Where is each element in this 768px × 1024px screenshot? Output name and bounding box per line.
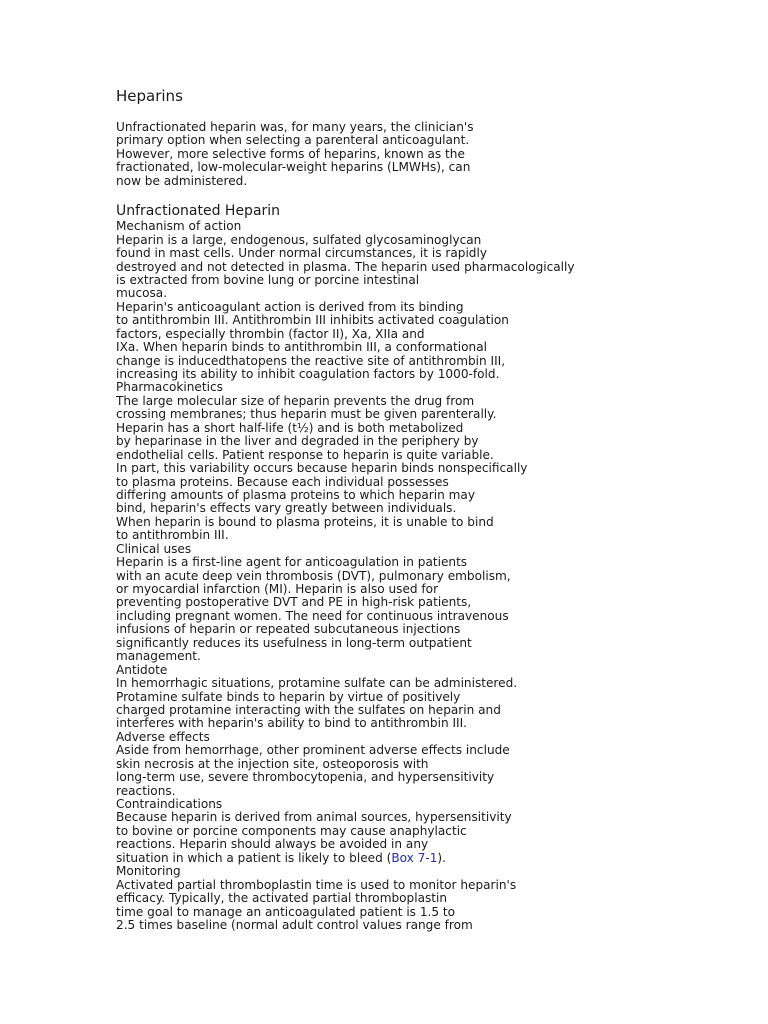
body-line: Activated partial thromboplastin time is used to monitor heparin's [116,877,517,892]
body-line: crossing membranes; thus heparin must be given parenterally. [116,407,497,422]
body-line: factors, especially thrombin (factor II), Xa, XIIa and [116,326,425,341]
body-line: In hemorrhagic situations, protamine sulfate can be administered. [116,676,518,691]
intro-line: primary option when selecting a parenteral anticoagulant. [116,133,470,148]
body-line: Mechanism of action [116,219,242,234]
intro-line: However, more selective forms of heparins, known as the [116,146,465,161]
body-line: reactions. Heparin should always be avoided in any [116,837,429,852]
document-page [116,86,736,932]
body-line: Monitoring [116,864,181,879]
body-line: endothelial cells. Patient response to heparin is quite variable. [116,447,494,462]
body-line: Clinical uses [116,541,192,556]
body-line: to bovine or porcine components may cause anaphylactic [116,823,467,838]
body-line: 2.5 times baseline (normal adult control values range from [116,917,473,932]
body-line: Heparin's anticoagulant action is derived from its binding [116,299,464,314]
body-line: interferes with heparin's ability to bind to antithrombin III. [116,716,467,731]
body-line: is extracted from bovine lung or porcine intestinal [116,272,420,287]
body-line: management. [116,649,201,664]
document-title: Heparins [116,87,183,105]
body-line: infusions of heparin or repeated subcutaneous injections [116,622,461,637]
body-line: IXa. When heparin binds to antithrombin III, a conformational [116,340,487,355]
body-line: mucosa. [116,286,168,301]
body-line: differing amounts of plasma proteins to which heparin may [116,487,475,502]
body-line: including pregnant women. The need for continuous intravenous [116,608,509,623]
body-line: bind, heparin's effects vary greatly between individuals. [116,501,457,516]
body-line: When heparin is bound to plasma proteins, it is unable to bind [116,514,494,529]
body-line: to antithrombin III. Antithrombin III inhibits activated coagulation [116,313,509,328]
body-text-tail [116,865,736,932]
link-line-after: ). [437,850,446,865]
body-line: Heparin is a large, endogenous, sulfated glycosaminoglycan [116,232,482,247]
body-line: to antithrombin III. [116,528,229,543]
body-line: Contraindications [116,797,223,811]
body-line: long-term use, severe thrombocytopenia, and hypersensitivity [116,770,495,785]
body-line: reactions. [116,783,176,798]
body-line: Heparin is a first-line agent for anticoagulation in patients [116,555,468,570]
intro-line: fractionated, low-molecular-weight heparins (LMWHs), can [116,160,471,175]
body-line: Antidote [116,662,168,677]
body-line-with-link [116,852,736,865]
body-line: destroyed and not detected in plasma. The heparin used pharmacologically [116,259,575,274]
link-line-before: situation in which a patient is likely to bleed ( [116,850,392,865]
body-line: Adverse effects [116,729,210,744]
body-line: increasing its ability to inhibit coagulation factors by 1000-fold. [116,367,500,381]
body-line: or myocardial infarction (MI). Heparin is also used for [116,582,439,596]
intro-line: Unfractionated heparin was, for many years, the clinician's [116,120,474,134]
body-line: The large molecular size of heparin prevents the drug from [116,393,475,408]
body-line: Because heparin is derived from animal sources, hypersensitivity [116,810,512,825]
intro-line: now be administered. [116,173,248,188]
body-line: Aside from hemorrhage, other prominent adverse effects include [116,743,510,758]
body-line: In part, this variability occurs because heparin binds nonspecifically [116,461,528,476]
body-line: significantly reduces its usefulness in long-term outpatient [116,635,472,650]
body-line: charged protamine interacting with the sulfates on heparin and [116,702,501,717]
box-7-1-link[interactable]: Box 7-1 [391,850,438,865]
body-line: skin necrosis at the injection site, osteoporosis with [116,756,429,771]
body-line: Pharmacokinetics [116,380,223,395]
body-line: time goal to manage an anticoagulated patient is 1.5 to [116,904,456,919]
body-line: Heparin has a short half-life (t½) and is both metabolized [116,420,464,435]
body-line: with an acute deep vein thrombosis (DVT), pulmonary embolism, [116,568,511,583]
body-line: preventing postoperative DVT and PE in high-risk patients, [116,595,472,610]
body-line: change is inducedthatopens the reactive site of antithrombin III, [116,353,506,368]
section-heading: Unfractionated Heparin [116,203,281,220]
body-line: efficacy. Typically, the activated partial thromboplastin [116,891,448,906]
body-line: found in mast cells. Under normal circumstances, it is rapidly [116,246,487,261]
intro-paragraph [116,121,736,188]
body-line: to plasma proteins. Because each individual possesses [116,474,449,489]
body-text [116,220,736,852]
body-line: by heparinase in the liver and degraded in the periphery by [116,434,479,449]
body-line: Protamine sulfate binds to heparin by virtue of positively [116,689,461,704]
